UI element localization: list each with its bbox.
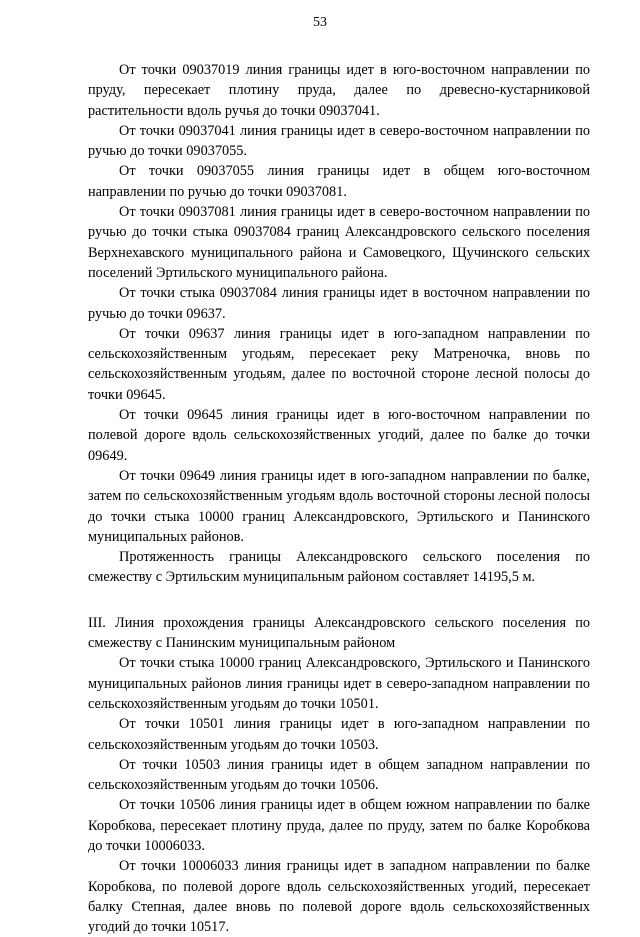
paragraph: Протяженность границы Александровского сельского поселения по смежеству с Эртильским муниципальным районом составляет 14195,5 м. <box>88 549 590 586</box>
document-body <box>88 60 590 937</box>
paragraph: От точки 09649 линия границы идет в юго-западном направлении по балке, затем по сельскохозяйственным угодьям вдоль восточной стороны лесной полосы до точки стыка 10000 границ Александровского, Эртильского и Панинского муниципальных районов. <box>88 467 590 545</box>
paragraph: От точки 09037041 линия границы идет в северо-восточном направлении по ручью до точки 09037055. <box>88 122 590 160</box>
paragraph: От точки 09037019 линия границы идет в юго-восточном направлении по пруду, пересекает плотину пруда, далее по древесно-кустарниковой растительности вдоль ручья до точки 09037041. <box>88 62 590 119</box>
section-spacer <box>88 588 590 613</box>
paragraph: От точки 10506 линия границы идет в общем южном направлении по балке Коробкова, пересекает плотину пруда, далее по пруду, затем по балке Коробкова до точки 10006033. <box>88 797 590 854</box>
paragraph: От точки 09645 линия границы идет в юго-восточном направлении по полевой дороге вдоль сельскохозяйственных угодий, далее по балке до точки 09649. <box>88 407 590 464</box>
paragraph: От точки 09037081 линия границы идет в северо-восточном направлении по ручью до точки стыка 09037084 границ Александровского сельского поселения Верхнехавского муниципального района и Самовецкого, Щучинского сельских поселений Эртильского муниципального района. <box>88 204 590 281</box>
paragraph: От точки стыка 10000 границ Александровского, Эртильского и Панинского муниципальных районов линия границы идет в северо-западном направлении по сельскохозяйственным угодьям до точки 10501. <box>88 655 590 712</box>
page-number: 53 <box>313 15 327 30</box>
paragraph: От точки стыка 09037084 линия границы идет в восточном направлении по ручью до точки 09637. <box>88 285 590 322</box>
paragraph: От точки 10503 линия границы идет в общем западном направлении по сельскохозяйственным угодьям до точки 10506. <box>88 756 590 794</box>
paragraph: От точки 10501 линия границы идет в юго-западном направлении по сельскохозяйственным угодьям до точки 10503. <box>88 716 590 753</box>
paragraph: От точки 10006033 линия границы идет в западном направлении по балке Коробкова, по полевой дороге вдоль сельскохозяйственных угодий, пересекает балку Степная, далее вновь по полевой дороге вдоль сельскохозяйственных угодий до точки 10517. <box>88 858 590 936</box>
section-heading: III. Линия прохождения границы Александровского сельского поселения по смежеству с Панинским муниципальным районом <box>88 614 590 652</box>
paragraph: От точки 09037055 линия границы идет в общем юго-восточном направлении по ручью до точки 09037081. <box>88 163 590 200</box>
paragraph: От точки 09637 линия границы идет в юго-западном направлении по сельскохозяйственным угодьям, пересекает реку Матреночка, вновь по сельскохозяйственным угодьям, далее по восточной стороне лесной полосы до точки 09645. <box>88 325 590 403</box>
